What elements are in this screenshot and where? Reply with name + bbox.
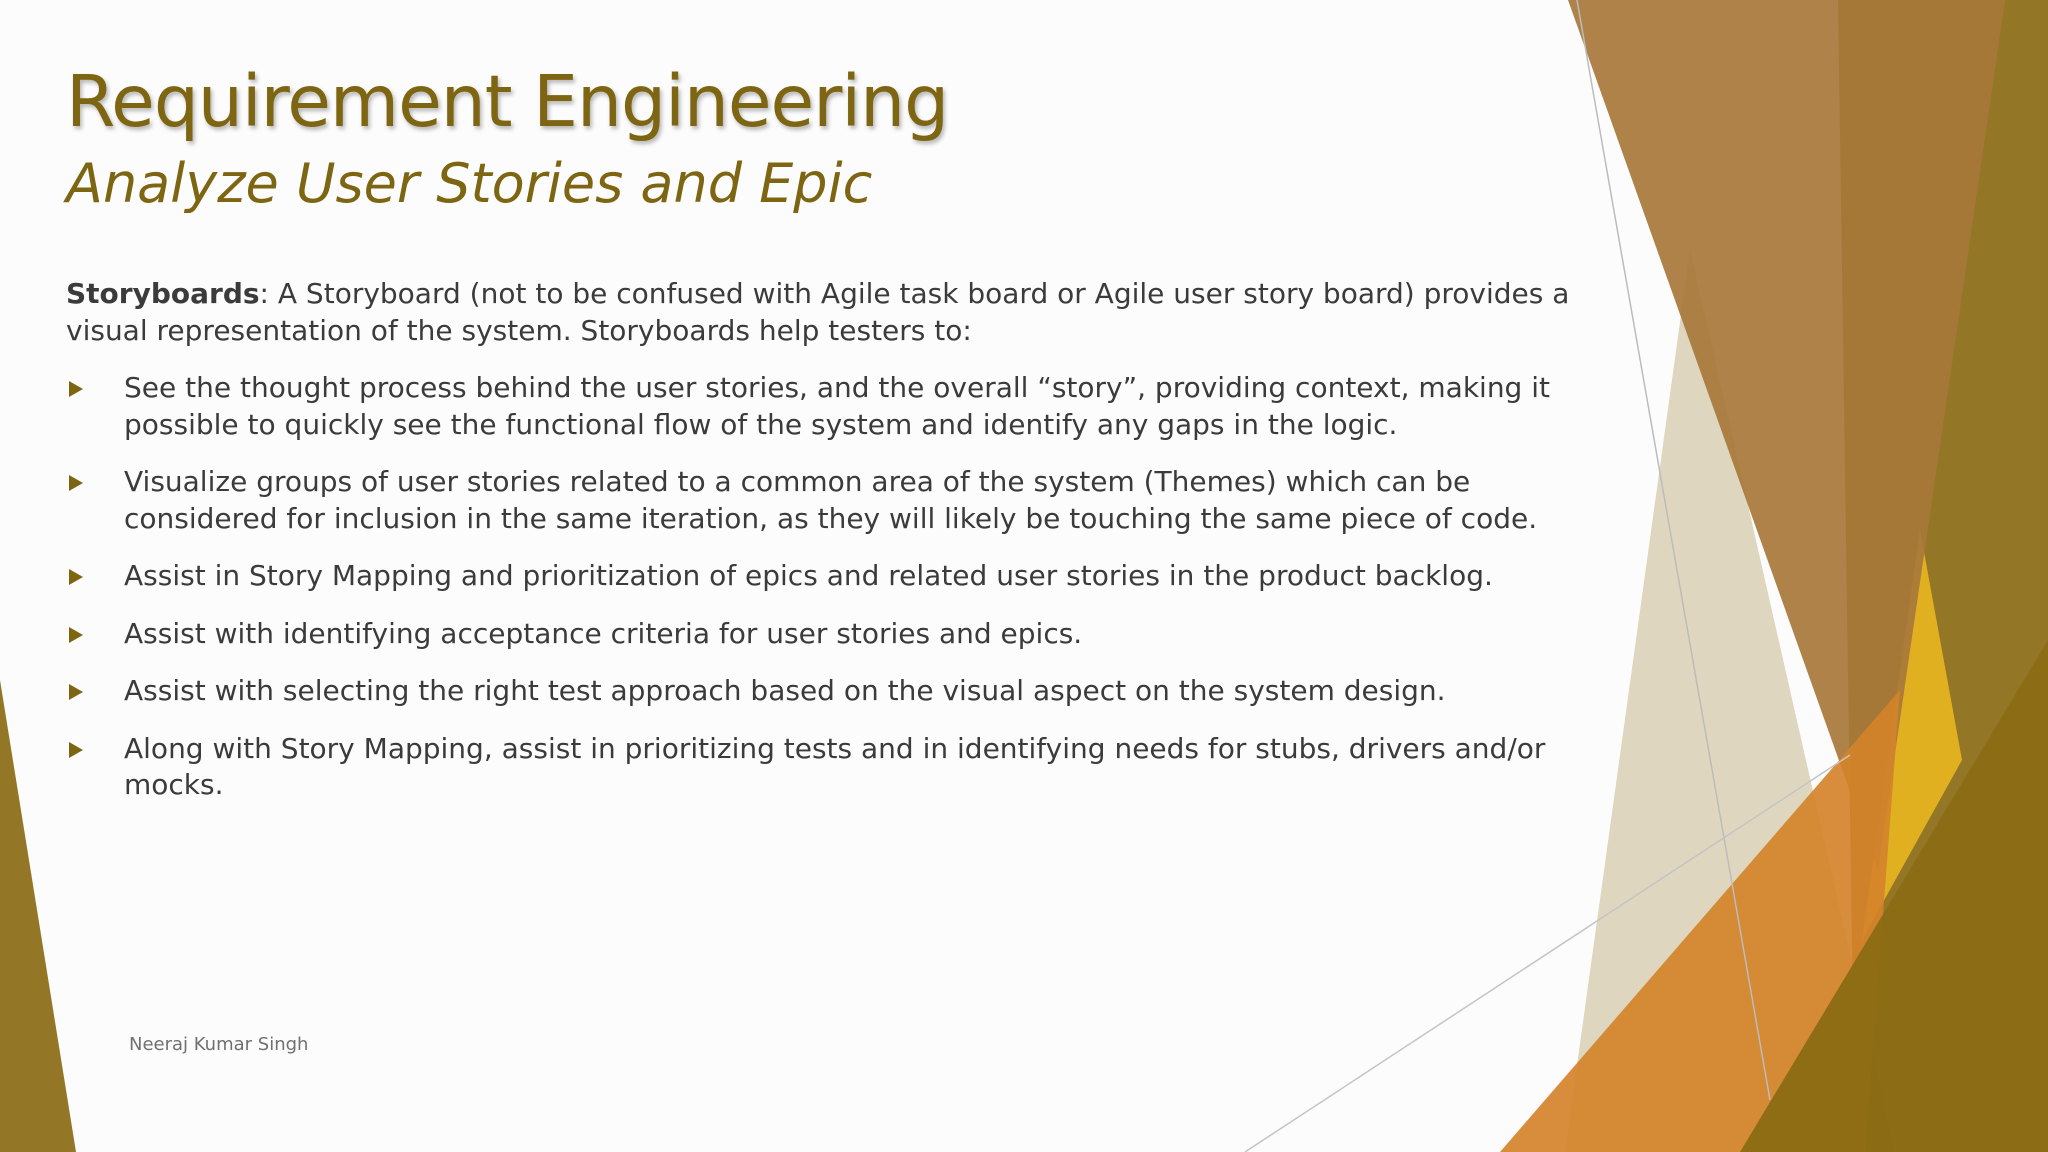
bullet-list <box>66 370 1626 804</box>
triangle-right-icon <box>69 627 83 643</box>
triangle-right-icon <box>69 569 83 585</box>
intro-term: Storyboards <box>66 277 260 310</box>
slide-content <box>66 276 1626 825</box>
bullet-item <box>66 464 1626 537</box>
footer-author: Neeraj Kumar Singh <box>129 1034 309 1055</box>
bullet-item <box>66 616 1626 653</box>
bullet-item <box>66 731 1626 804</box>
bullet-text: See the thought process behind the user stories, and the overall “story”, providing context, making it possible to quickly see the functional flow of the system and identify any gaps in the logic. <box>124 371 1550 441</box>
triangle-right-icon <box>69 475 83 491</box>
bullet-text: Assist with identifying acceptance criteria for user stories and epics. <box>124 616 1083 650</box>
slide-subtitle: Analyze User Stories and Epic <box>66 152 873 215</box>
bullet-text: Visualize groups of user stories related to a common area of the system (Themes) which can be considered for inclusion in the same iteration, as they will likely be touching the same piece of code. <box>124 465 1538 535</box>
bullet-text: Assist with selecting the right test approach based on the visual aspect on the system design. <box>124 674 1446 707</box>
slide-title: Requirement Engineering <box>66 60 949 143</box>
triangle-right-icon <box>69 381 83 397</box>
bullet-text: Assist in Story Mapping and prioritization of epics and related user stories in the product backlog. <box>124 559 1493 592</box>
bullet-item <box>66 370 1626 443</box>
bullet-item <box>66 558 1626 595</box>
bullet-text: Along with Story Mapping, assist in prioritizing tests and in identifying needs for stubs, drivers and/or mocks. <box>124 731 1546 801</box>
bullet-item <box>66 673 1626 710</box>
intro-text: : A Storyboard (not to be confused with Agile task board or Agile user story board) provides a visual representation of the system. Storyboards help testers to: <box>66 277 1570 347</box>
triangle-right-icon <box>69 684 83 700</box>
left-wedge-shape <box>0 680 76 1152</box>
triangle-right-icon <box>69 742 83 758</box>
intro-paragraph <box>66 276 1626 349</box>
